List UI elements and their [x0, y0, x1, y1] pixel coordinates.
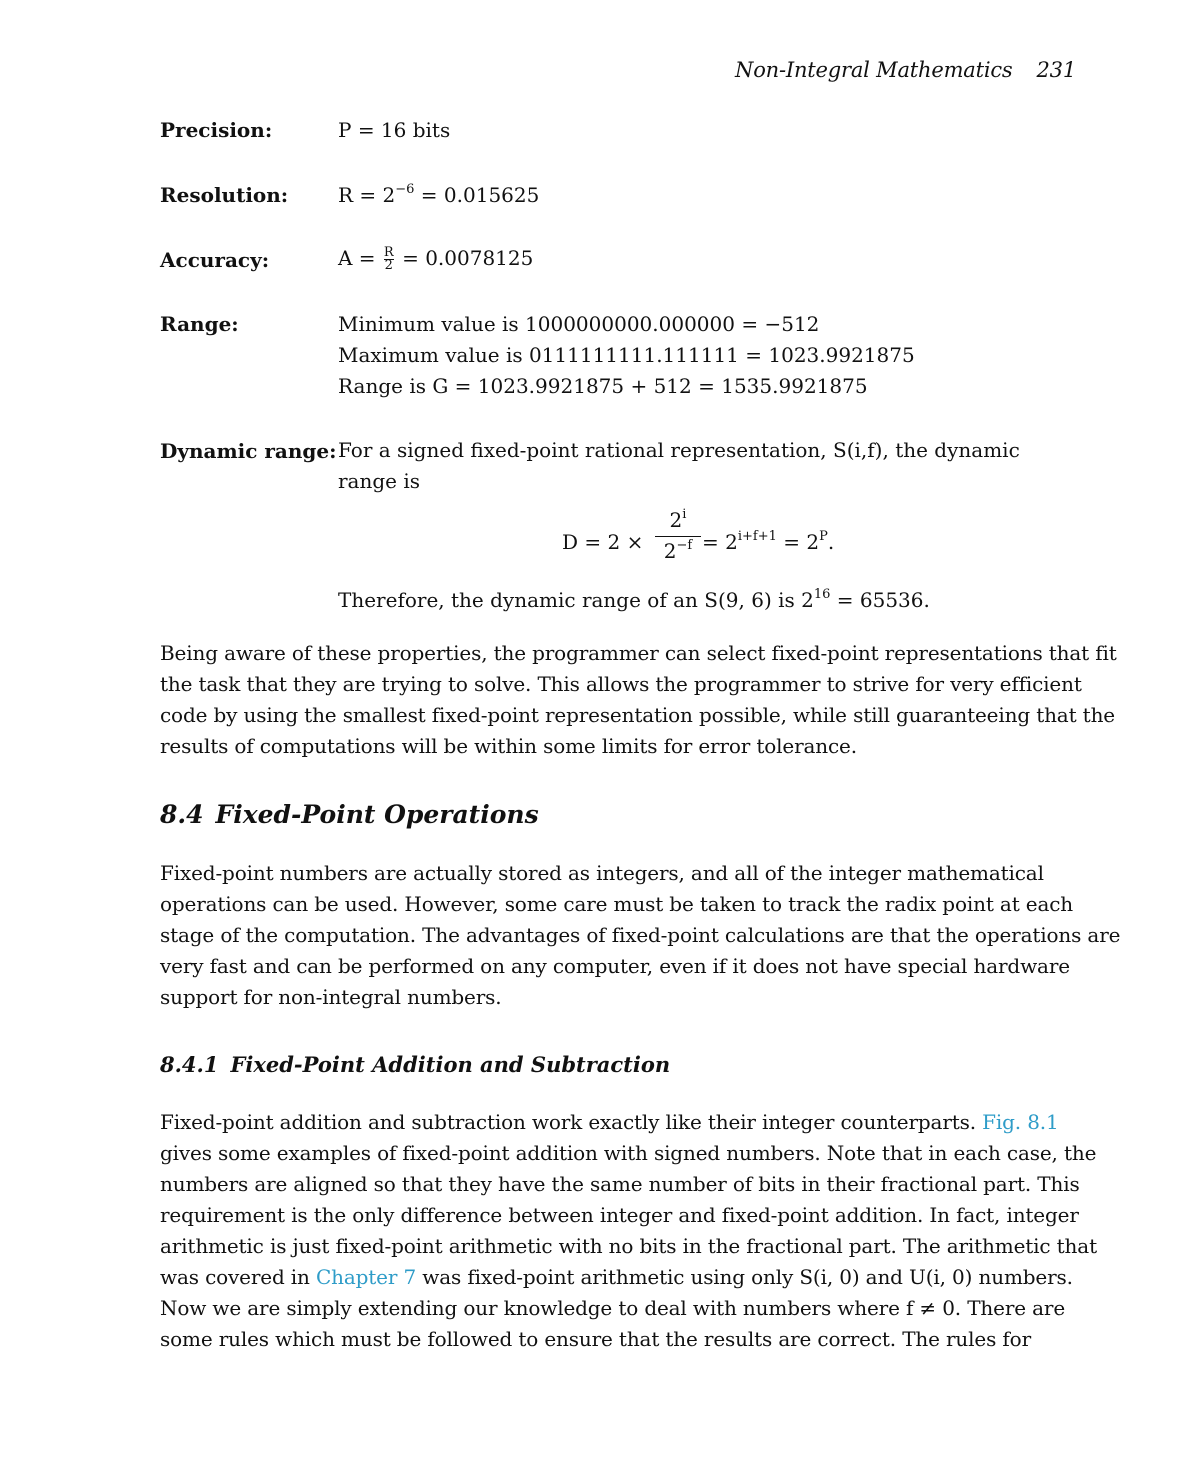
resolution-rhs: = 0.015625	[414, 183, 540, 207]
resolution-label: Resolution:	[160, 183, 289, 207]
equation-frac-denominator	[655, 539, 701, 563]
page-number: 231	[1036, 58, 1076, 82]
range-line: Maximum value is 0111111111.111111 = 1023.9921875	[338, 343, 915, 367]
text-line: code by using the smallest fixed-point representation possible, while still guaranteeing that the	[160, 703, 1115, 727]
text-line: Being aware of these properties, the programmer can select fixed-point representations that fit	[160, 641, 1117, 665]
equation-period: .	[827, 530, 835, 554]
accuracy-label: Accuracy:	[160, 248, 270, 272]
text-line: some rules which must be followed to ensure that the results are correct. The rules for	[160, 1327, 1031, 1351]
conclusion-pre: Therefore, the dynamic range of an S(9, 6) is 2	[338, 588, 814, 612]
text-line: For a signed fixed-point rational representation, S(i,f), the dynamic	[338, 438, 1020, 462]
frac-num-exp: i	[682, 507, 687, 522]
equation-rhs	[702, 530, 834, 554]
frac-den-base: 2	[663, 539, 677, 563]
precision-label: Precision:	[160, 118, 273, 142]
text-span: was covered in	[160, 1265, 316, 1289]
range-label: Range:	[160, 312, 239, 336]
text-span: was fixed-point arithmetic using only S(i, 0) and U(i, 0) numbers.	[416, 1265, 1073, 1289]
paragraph-fixed-point-operations	[160, 858, 1121, 1013]
dynamic-range-label: Dynamic range:	[160, 439, 337, 463]
accuracy-lhs: A =	[338, 246, 382, 270]
text-line	[160, 1107, 1085, 1138]
text-line: Now we are simply extending our knowledge to deal with numbers where f ≠ 0. There are	[160, 1296, 1066, 1320]
accuracy-rhs: = 0.0078125	[395, 246, 534, 270]
paragraph-addition-subtraction	[160, 1107, 1097, 1355]
text-line: Fixed-point numbers are actually stored as integers, and all of the integer mathematical	[160, 861, 1044, 885]
accuracy-frac-num: R	[383, 245, 394, 260]
subsection-title: Fixed-Point Addition and Subtraction	[230, 1052, 671, 1077]
running-header	[735, 58, 1076, 82]
text-line: support for non-integral numbers.	[160, 985, 502, 1009]
equation-end: = 2	[776, 530, 820, 554]
frac-num-base: 2	[669, 508, 683, 532]
resolution-value	[338, 183, 539, 207]
equation-lhs: D = 2 ×	[562, 530, 644, 554]
text-line: results of computations will be within some limits for error tolerance.	[160, 734, 857, 758]
dynamic-range-intro	[338, 435, 1058, 497]
section-heading	[160, 800, 539, 829]
accuracy-frac-den: 2	[384, 258, 393, 273]
equation-mid: = 2	[702, 530, 738, 554]
dynamic-range-conclusion	[338, 588, 930, 612]
section-number: 8.4	[160, 800, 204, 829]
equation-mid-exp: i+f+1	[737, 529, 777, 544]
range-line: Minimum value is 1000000000.000000 = −512	[338, 312, 820, 336]
text-line: very fast and can be performed on any computer, even if it does not have special hardware	[160, 954, 1070, 978]
subsection-number: 8.4.1	[160, 1052, 219, 1077]
equation-fraction	[655, 508, 701, 563]
text-line: arithmetic is just fixed-point arithmetic with no bits in the fractional part. The arithmetic that	[160, 1234, 1097, 1258]
frac-den-exp: −f	[676, 538, 693, 553]
text-line: numbers are aligned so that they have the same number of bits in their fractional part. This	[160, 1172, 1080, 1196]
text-span: Fixed-point addition and subtraction work exactly like their integer counterparts.	[160, 1110, 983, 1134]
range-line: Range is G = 1023.9921875 + 512 = 1535.9921875	[338, 374, 868, 398]
text-line: stage of the computation. The advantages of fixed-point calculations are that the operations are	[160, 923, 1121, 947]
figure-link[interactable]: Fig. 8.1	[982, 1110, 1059, 1134]
text-line: range is	[338, 469, 421, 493]
text-line: gives some examples of fixed-point addition with signed numbers. Note that in each case, the	[160, 1141, 1097, 1165]
equation-end-exp: P	[819, 529, 828, 544]
conclusion-post: = 65536.	[830, 588, 930, 612]
fraction-bar	[655, 536, 701, 537]
precision-value: P = 16 bits	[338, 118, 451, 142]
resolution-lhs: R = 2	[338, 183, 396, 207]
subsection-heading	[160, 1052, 670, 1077]
chapter-link[interactable]: Chapter 7	[315, 1265, 417, 1289]
text-line	[160, 1262, 1085, 1293]
text-line: requirement is the only difference between integer and fixed-point addition. In fact, integer	[160, 1203, 1079, 1227]
section-title: Fixed-Point Operations	[215, 800, 539, 829]
accuracy-fraction	[384, 247, 394, 272]
text-line: operations can be used. However, some care must be taken to track the radix point at each	[160, 892, 1074, 916]
accuracy-value	[338, 246, 533, 272]
paragraph-properties-summary	[160, 638, 1117, 762]
equation-frac-numerator	[655, 508, 701, 534]
conclusion-exp: 16	[813, 587, 831, 602]
resolution-exponent: −6	[395, 182, 415, 197]
running-title: Non-Integral Mathematics	[735, 58, 1013, 82]
text-line: the task that they are trying to solve. This allows the programmer to strive for very efficient	[160, 672, 1082, 696]
